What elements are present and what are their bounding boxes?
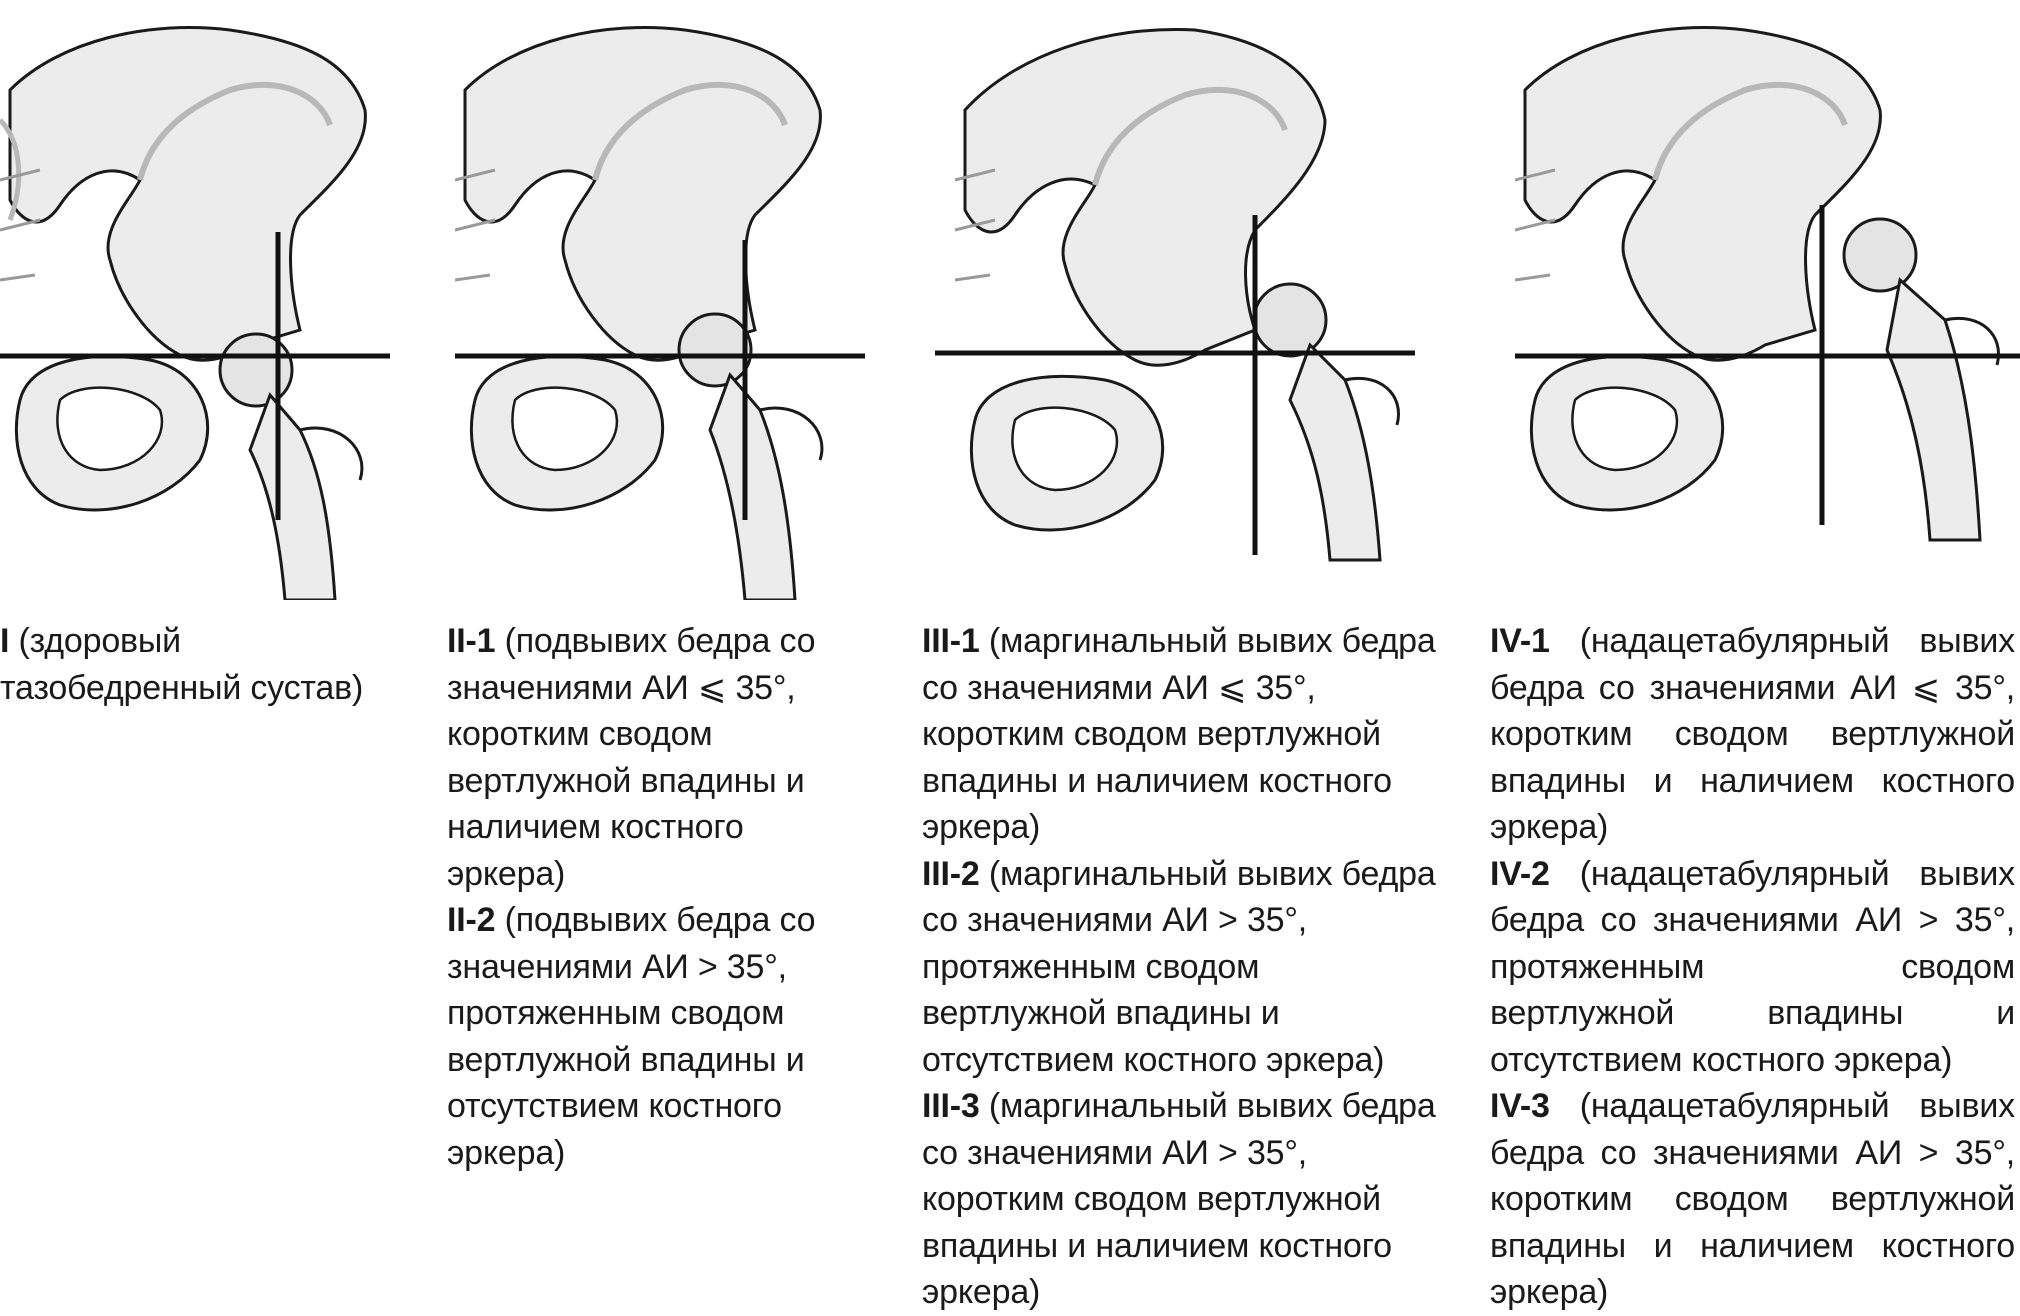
entry-code: III-3 [922,1087,980,1125]
illustration-panel-IV [1515,0,2020,600]
entry-text: (маргинальный вывих бедра со значениями АИ ⩽ 35°, коротким сводом вертлужной впадины и наличием костного эркера) [922,622,1436,846]
entry-code: II-1 [447,622,496,660]
femur-drawing [1254,284,1398,560]
caption-panel-IV [1490,618,2015,1316]
hip-joint-illustration [1515,0,2020,600]
entry-code: IV-3 [1490,1087,1550,1125]
illustration-panel-III [925,0,1425,600]
caption-entry [447,618,867,897]
entry-code: IV-1 [1490,622,1550,660]
entry-code: I [0,622,10,660]
pelvis-drawing [1515,28,1880,510]
femur-drawing [220,334,362,600]
caption-panel-I [0,618,400,711]
entry-text: (подвывих бедра со значениями АИ ⩽ 35°, коротким сводом вертлужной впадины и наличием костного эркера) [447,622,816,893]
entry-code: III-2 [922,854,980,893]
caption-entry [0,618,400,711]
entry-code: IV-2 [1490,854,1550,893]
pelvis-drawing [955,29,1325,530]
entry-code: III-1 [922,622,980,660]
entry-text: (подвывих бедра со значениями АИ > 35°, протяженным сводом вертлужной впадины и отсутствием костного эркера) [447,901,816,1172]
entry-text: (надацетабулярный вывих бедра со значениями АИ ⩽ 35°, коротким сводом вертлужной впадины и наличием костного эркера) [1490,622,2015,846]
hip-joint-illustration [925,0,1425,600]
entry-text: (надацетабулярный вывих бедра со значениями АИ > 35°, протяженным сводом вертлужной впадины и отсутствием костного эркера) [1490,854,2015,1079]
femur-drawing [1844,219,1998,540]
hip-joint-illustration [0,0,400,600]
caption-entry [922,851,1442,1084]
entry-code: II-2 [447,901,496,939]
entry-text: (надацетабулярный вывих бедра со значениями АИ > 35°, коротким сводом вертлужной впадины и наличием костного эркера) [1490,1087,2015,1311]
illustration-panel-I [0,0,400,600]
pelvis-drawing [0,28,365,510]
caption-panel-II [447,618,867,1176]
caption-entry [1490,851,2015,1084]
entry-text: (здоровый тазобедренный сустав) [0,622,364,707]
illustration-panel-II [455,0,875,600]
caption-entry [1490,618,2015,851]
caption-entry [922,1083,1442,1316]
caption-panel-III [922,618,1442,1316]
entry-text: (маргинальный вывих бедра со значениями АИ > 35°, коротким сводом вертлужной впадины и наличием костного эркера) [922,1087,1436,1311]
hip-joint-illustration [455,0,875,600]
caption-entry [922,618,1442,851]
entry-text: (маргинальный вывих бедра со значениями АИ > 35°, протяженным сводом вертлужной впадины и отсутствием костного эркера) [922,854,1436,1079]
caption-entry [1490,1083,2015,1316]
caption-entry [447,897,867,1176]
